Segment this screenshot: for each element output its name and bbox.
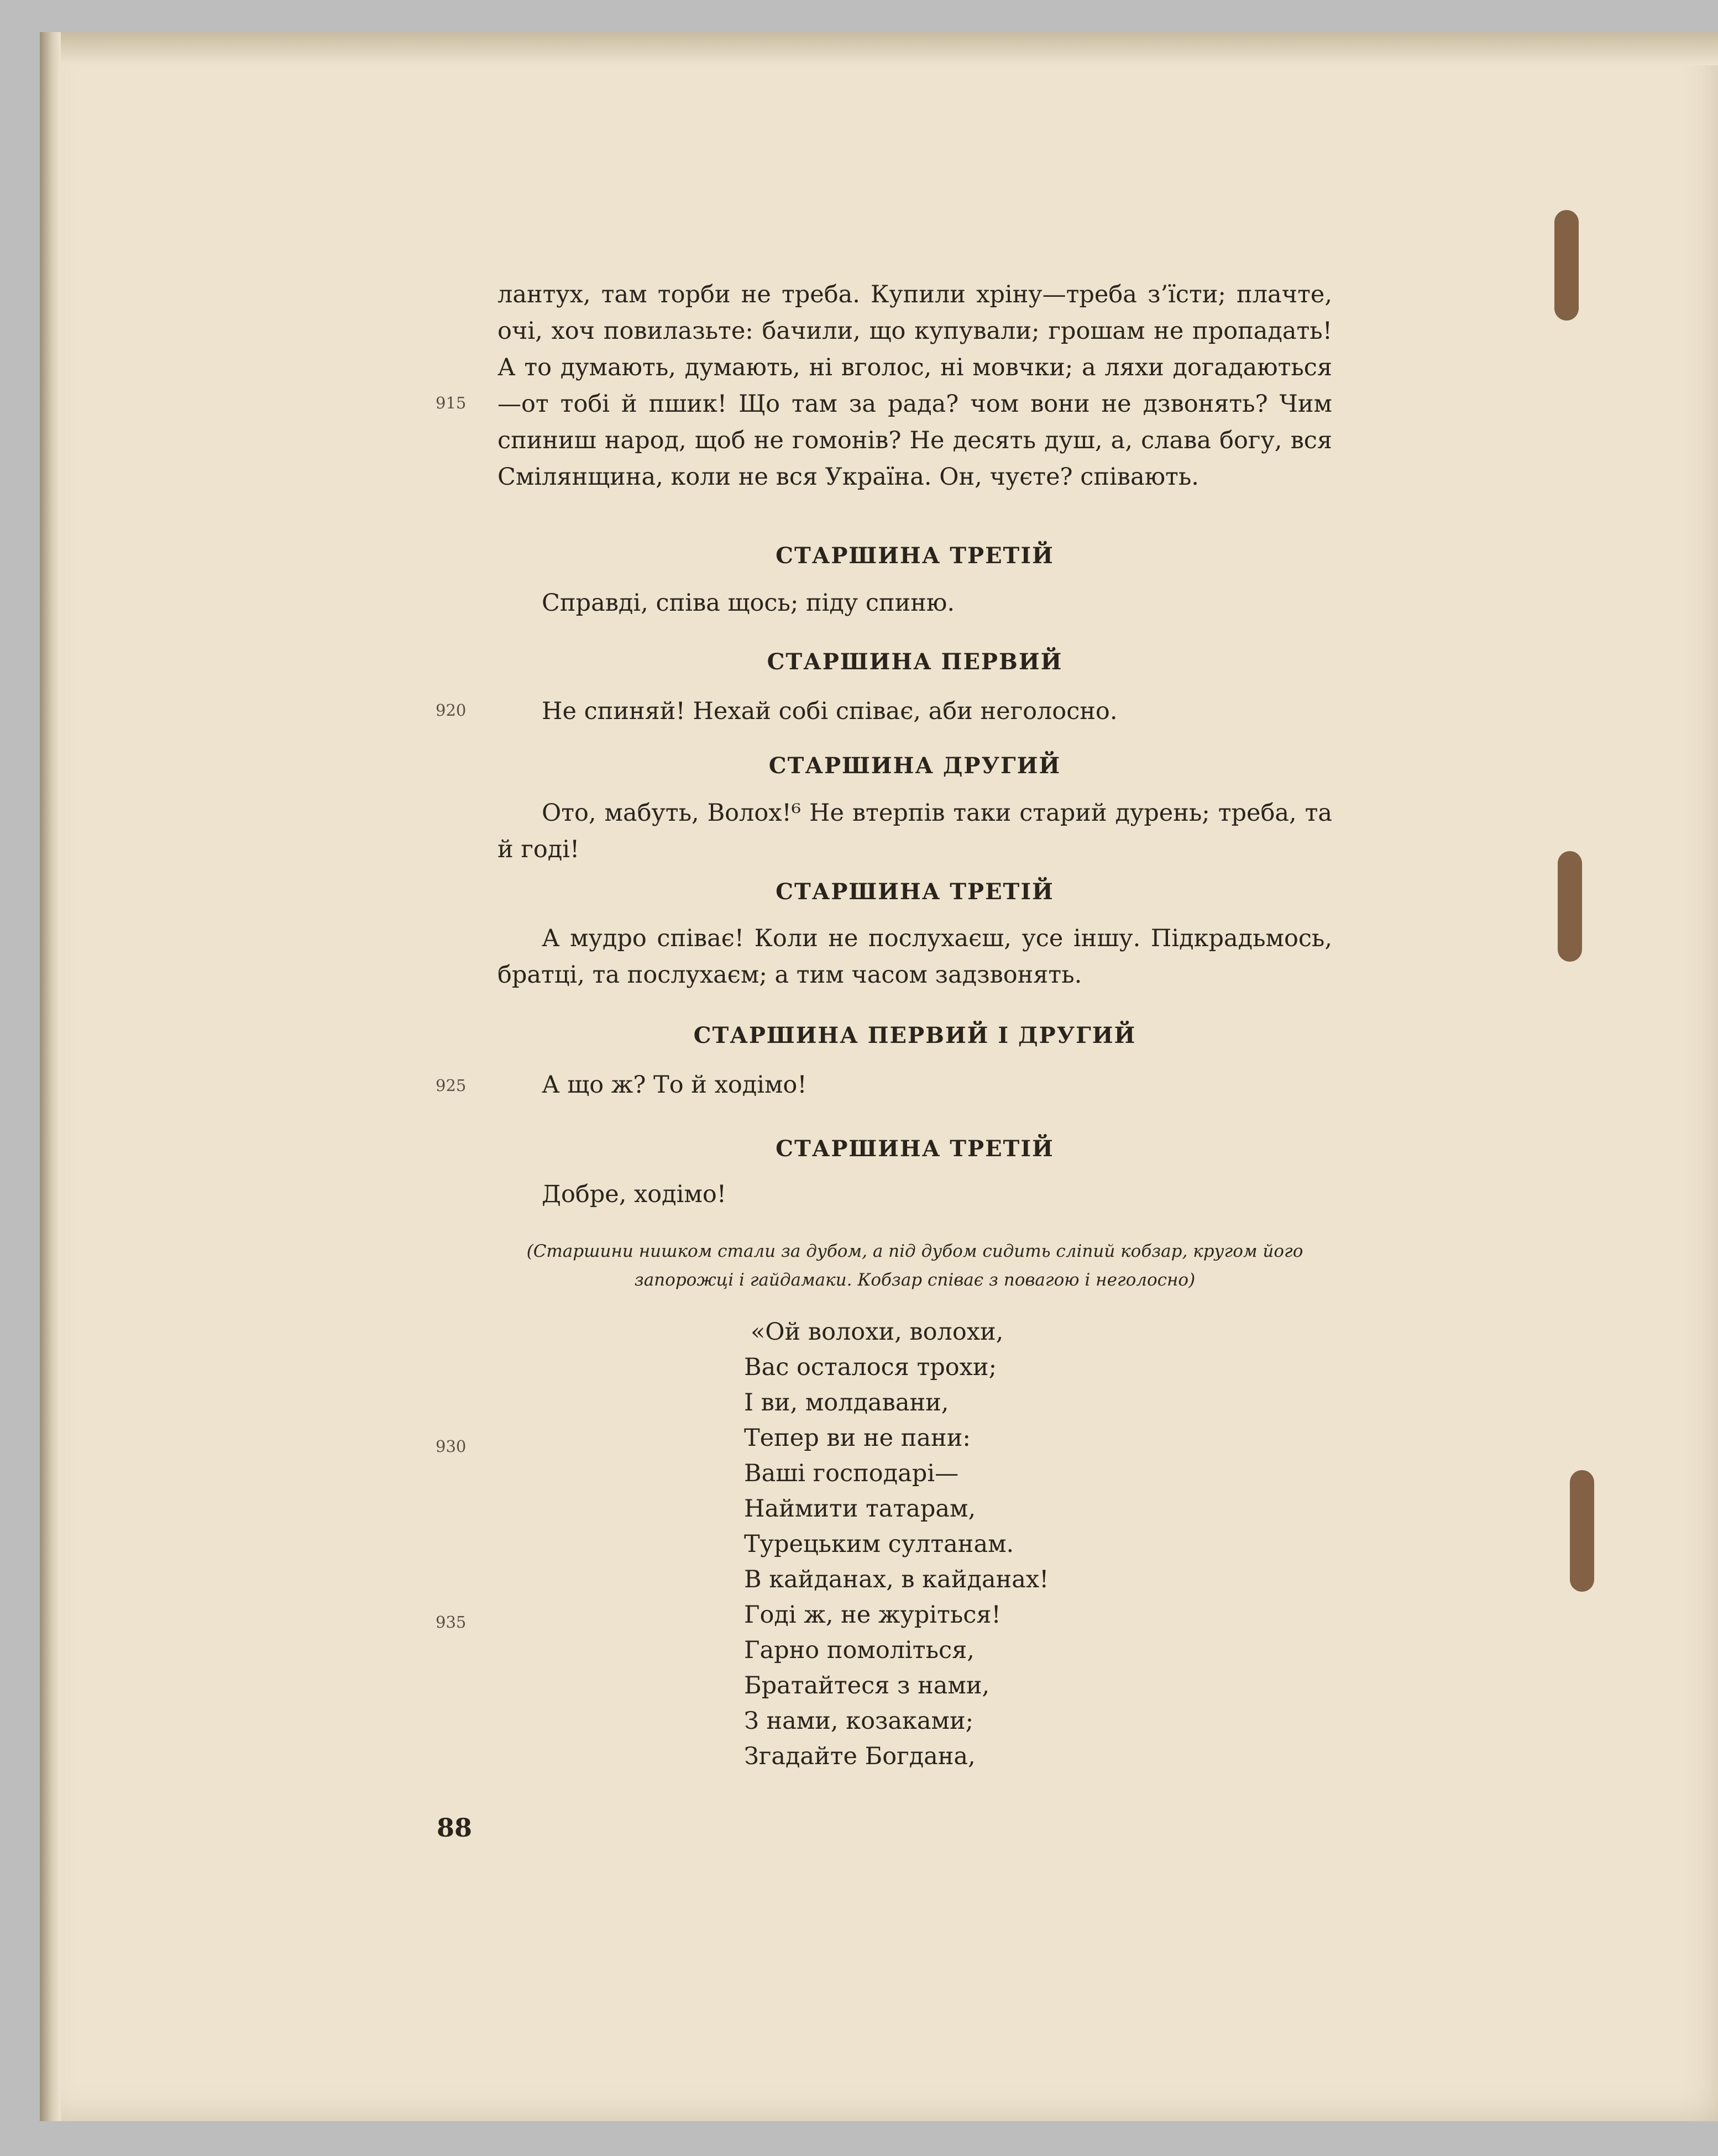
line-number: 920 xyxy=(436,701,467,720)
paper-stain xyxy=(1570,1470,1594,1592)
verse-line: Ваші господарі— xyxy=(744,1460,959,1487)
line-number: 930 xyxy=(436,1437,467,1456)
verse-line: І ви, молдавани, xyxy=(744,1389,949,1417)
verse-line: Турецьким султанам. xyxy=(744,1530,1014,1558)
speaker-heading: СТАРШИНА ТРЕТІЙ xyxy=(776,879,1054,905)
speech-line: Справді, співа щось; піду спиню. xyxy=(542,589,955,617)
speaker-heading: СТАРШИНА ТРЕТІЙ xyxy=(776,1136,1054,1162)
verse-line: З нами, козаками; xyxy=(744,1707,974,1735)
paper-stain xyxy=(1558,851,1582,962)
speech-line: А що ж? То й ходімо! xyxy=(542,1071,807,1099)
stage-direction: (Старшини нишком стали за дубом, а під дубом сидить сліпий кобзар, кругом його запорожці і гайдамаки. Кобзар співає з повагою і неголосно) xyxy=(526,1241,1303,1290)
verse-line: «Ой волохи, волохи, xyxy=(751,1318,1004,1346)
verse-line: В кайданах, в кайданах! xyxy=(744,1566,1049,1593)
verse-line: Годі ж, не журіться! xyxy=(744,1601,1001,1629)
line-number: 925 xyxy=(436,1076,467,1095)
speaker-heading: СТАРШИНА ТРЕТІЙ xyxy=(776,543,1054,569)
verse-line: Наймити татарам, xyxy=(744,1495,976,1523)
verse-line: Згадайте Богдана, xyxy=(744,1743,976,1770)
speech-line: Ото, мабуть, Волох!⁶ Не втерпів таки старий дурень; треба, та й годі! xyxy=(497,799,1332,863)
speech-line: Не спиняй! Нехай собі співає, аби неголосно. xyxy=(542,697,1118,725)
speech-line: А мудро співає! Коли не послухаєш, усе іншу. Підкрадьмось, братці, та послухаєм; а тим часом задзвонять. xyxy=(497,925,1332,989)
speaker-heading: СТАРШИНА ДРУГИЙ xyxy=(768,753,1061,779)
verse-line: Гарно помоліться, xyxy=(744,1636,975,1664)
page-number: 88 xyxy=(437,1813,473,1843)
verse-line: Вас осталося трохи; xyxy=(744,1354,997,1381)
line-number: 935 xyxy=(436,1613,467,1632)
opening-paragraph: лантух, там торби не треба. Купили хріну—треба з’їсти; плачте, очі, хоч повилазьте: бачили, що купували; грошам не пропадать! А то думають, думають, ні вголос, ні мовчки; а ляхи догадаються—от тобі й пшик! Що там за рада? чом вони не дзвонять? Чим спиниш народ, щоб не гомонів? Не десять душ, а, слава богу, вся Смілянщина, коли не вся Україна. Он, чуєте? співають. xyxy=(497,281,1332,491)
page-spine-shadow xyxy=(40,32,61,2121)
speech-line: Добре, ходімо! xyxy=(542,1181,727,1208)
verse-line: Тепер ви не пани: xyxy=(744,1424,971,1452)
speaker-heading: СТАРШИНА ПЕРВИЙ І ДРУГИЙ xyxy=(693,1022,1136,1048)
speaker-heading: СТАРШИНА ПЕРВИЙ xyxy=(767,649,1063,675)
line-number: 915 xyxy=(436,394,467,412)
page-top-edge xyxy=(40,32,1718,65)
song-verse xyxy=(744,1314,1049,1774)
verse-line: Братайтеся з нами, xyxy=(744,1672,990,1699)
paper-stain xyxy=(1554,210,1579,321)
